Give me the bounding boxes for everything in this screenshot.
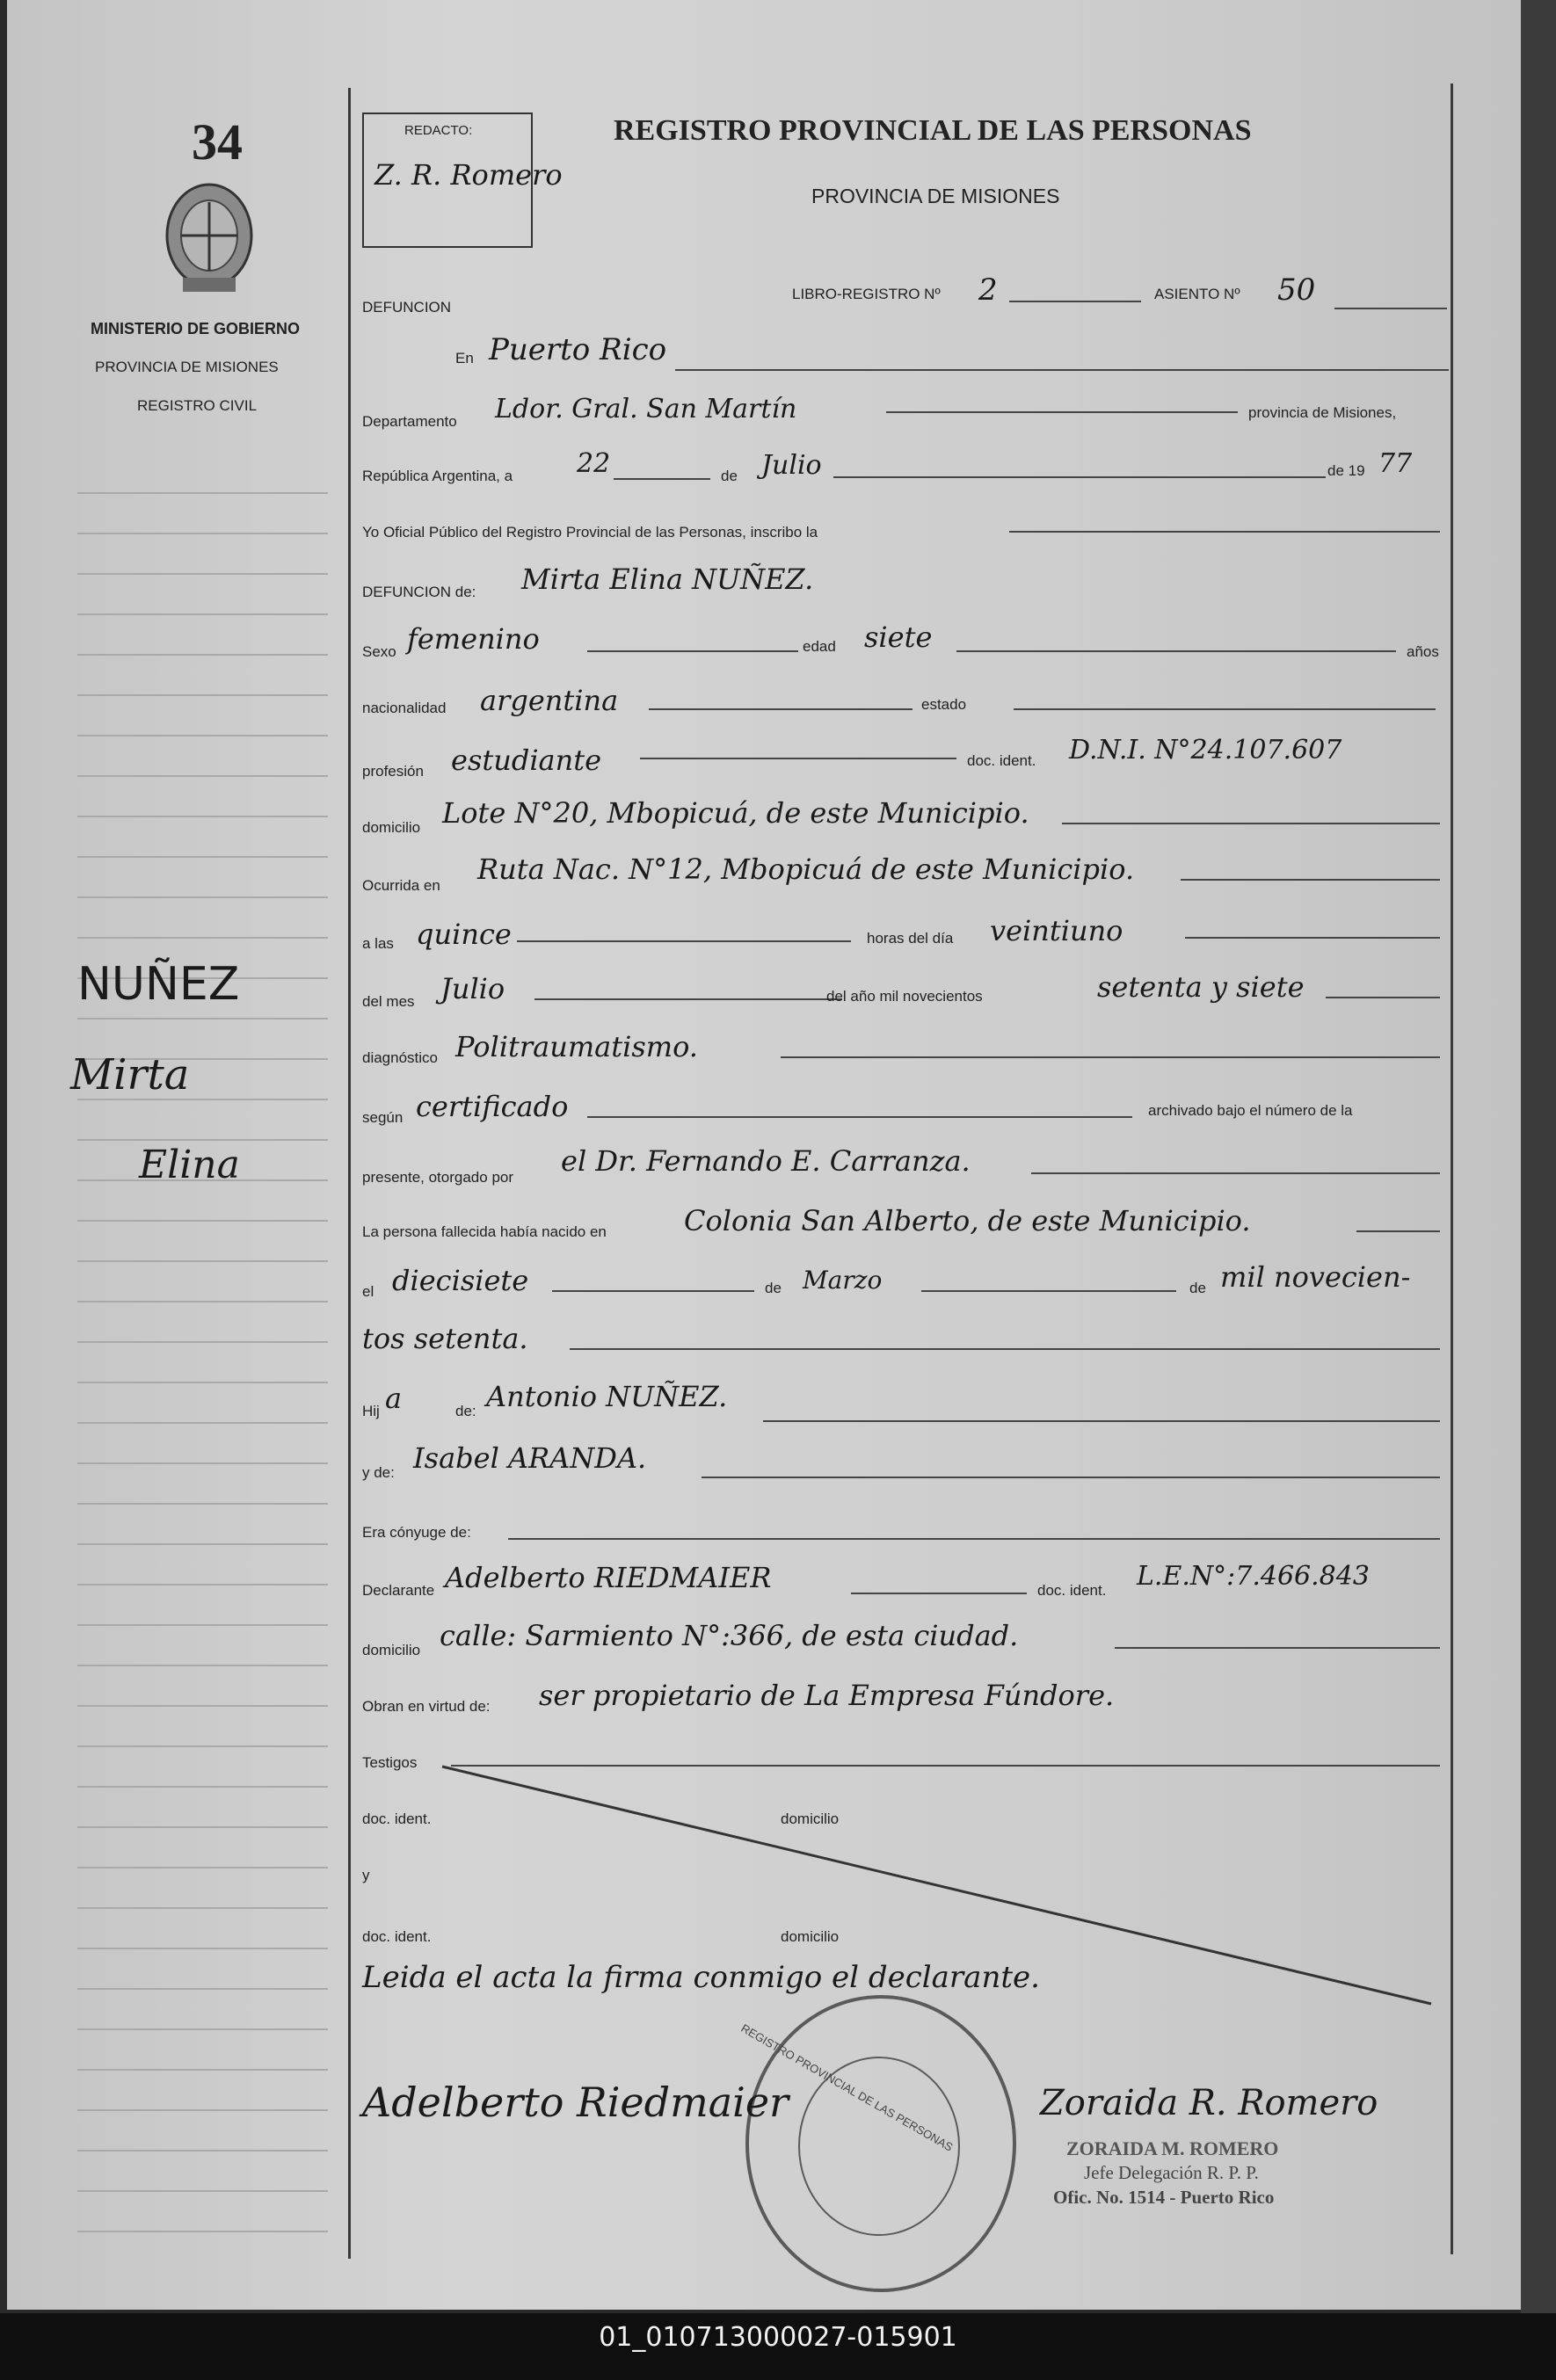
ledger-line (77, 775, 328, 777)
coat-of-arms-icon (156, 176, 262, 299)
ledger-line (77, 1422, 328, 1424)
fill-line (1356, 1230, 1440, 1232)
margin-name-second: Elina (139, 1143, 240, 1187)
fill-line (587, 1116, 1132, 1118)
y-label: y (362, 1867, 370, 1883)
fill-line (1014, 708, 1436, 710)
page-number: 34 (192, 113, 243, 171)
form-right-border (1451, 83, 1453, 2254)
doc2-value: L.E.N°:7.466.843 (1137, 1561, 1370, 1592)
marzo-value: Marzo (803, 1266, 883, 1295)
fill-line (921, 1290, 1176, 1292)
hij-value: a (385, 1382, 403, 1415)
sexo-label: Sexo (362, 643, 396, 660)
domicilio3-label: domicilio (781, 1810, 840, 1827)
ledger-line (77, 533, 328, 534)
fill-line (517, 940, 851, 942)
def-value: Mirta Elina NUÑEZ. (521, 562, 814, 596)
nac-value: argentina (480, 684, 619, 717)
fill-line (614, 478, 710, 480)
seal-text: REGISTRO PROVINCIAL DE LAS PERSONAS (738, 2021, 956, 2154)
ledger-line (77, 2028, 328, 2030)
document-page (7, 0, 1521, 2310)
ledger-line (77, 1301, 328, 1302)
en-value: Puerto Rico (489, 332, 667, 367)
fill-line (1062, 823, 1440, 824)
doc-label: doc. ident. (967, 752, 1036, 769)
province-label: PROVINCIA DE MISIONES (95, 359, 279, 375)
fill-line (587, 650, 798, 652)
fill-line (552, 1290, 754, 1292)
defuncion-label: DEFUNCION (362, 299, 452, 316)
ledger-line (77, 2150, 328, 2151)
fill-line (640, 758, 956, 759)
segun-value: certificado (416, 1090, 569, 1123)
registry-label: REGISTRO CIVIL (137, 397, 258, 414)
presente-value: el Dr. Fernando E. Carranza. (561, 1144, 971, 1178)
ledger-line (77, 856, 328, 858)
nac-label: nacionalidad (362, 700, 447, 716)
fill-line (508, 1538, 1440, 1540)
edad-value: siete (864, 620, 933, 654)
archivado-label: archivado bajo el número de la (1148, 1102, 1353, 1119)
asiento-value: 50 (1277, 272, 1316, 308)
cancelled-witness-line (438, 1749, 1440, 2013)
dom-value: Lote N°20, Mbopicuá, de este Municipio. (442, 796, 1029, 830)
ledger-line (77, 2109, 328, 2111)
dom2-value: calle: Sarmiento N°:366, de esta ciudad. (440, 1619, 1019, 1652)
fill-line (675, 369, 1449, 371)
horas-label: horas del día (867, 930, 954, 947)
ledger-line (77, 1018, 328, 1019)
presente-label: presente, otorgado por (362, 1169, 514, 1186)
ledger-line (77, 937, 328, 939)
conyuge-label: Era cónyuge de: (362, 1524, 471, 1541)
ledger-line (77, 1220, 328, 1222)
alas-label: a las (362, 935, 394, 952)
el-value: diecisiete (392, 1264, 529, 1297)
doc-value: D.N.I. N°24.107.607 (1069, 735, 1342, 766)
asiento-label: ASIENTO Nº (1154, 286, 1240, 302)
ledger-line (77, 2069, 328, 2071)
fill-line (702, 1477, 1440, 1478)
ministry-label: MINISTERIO DE GOBIERNO (91, 320, 301, 337)
ledger-line (77, 1382, 328, 1383)
anio-value: setenta y siete (1097, 970, 1305, 1004)
de3-label: de (1189, 1280, 1206, 1296)
fill-line (763, 1420, 1440, 1422)
book-spine (1521, 0, 1556, 2364)
prof-label: profesión (362, 763, 424, 780)
diag-value: Politraumatismo. (455, 1030, 698, 1063)
horas-value: veintiuno (990, 914, 1123, 947)
ledger-line (77, 735, 328, 736)
ledger-line (77, 613, 328, 615)
fill-line (534, 998, 842, 1000)
ledger-line (77, 1907, 328, 1909)
ledger-line (77, 1705, 328, 1707)
oficial-text: Yo Oficial Público del Registro Provincial de las Personas, inscribo la (362, 524, 818, 541)
def-label: DEFUNCION de: (362, 584, 476, 600)
ledger-line (77, 1462, 328, 1464)
ledger-line (77, 1260, 328, 1262)
mil-value: mil novecien- (1220, 1260, 1411, 1294)
ledger-line (77, 896, 328, 898)
el-label: el (362, 1283, 374, 1300)
year-label: de 19 (1327, 462, 1365, 479)
testigos-label: Testigos (362, 1754, 418, 1771)
ledger-line (77, 1543, 328, 1545)
ledger-line (77, 694, 328, 696)
official-stamp-name: ZORAIDA M. ROMERO (1066, 2137, 1279, 2159)
yde-label: y de: (362, 1464, 395, 1481)
fill-line (649, 708, 913, 710)
fill-line (1115, 1647, 1440, 1649)
ocurrida-label: Ocurrida en (362, 877, 440, 894)
margin-surname: NUÑEZ (77, 958, 240, 1011)
diag-label: diagnóstico (362, 1049, 439, 1066)
official-stamp-role: Jefe Delegación R. P. P. (1084, 2162, 1259, 2183)
ledger-line (77, 816, 328, 817)
fill-line (833, 476, 1326, 478)
estado-label: estado (921, 696, 967, 713)
segun-label: según (362, 1109, 404, 1126)
edad-label: edad (803, 638, 836, 655)
ledger-line (77, 1867, 328, 1868)
year-value: 77 (1378, 448, 1413, 479)
month-value: Julio (761, 450, 822, 481)
fill-line (781, 1056, 1440, 1058)
libro-value: 2 (978, 272, 998, 308)
ledger-line (77, 1139, 328, 1141)
domicilio4-label: domicilio (781, 1928, 840, 1945)
ledger-line (77, 1624, 328, 1626)
fill-line (570, 1348, 1440, 1350)
fill-line (1031, 1172, 1440, 1174)
fill-line (956, 650, 1396, 652)
de4-label: de: (455, 1403, 476, 1419)
margin-name-first: Mirta (70, 1050, 190, 1099)
redacto-signature: Z. R. Romero (374, 158, 563, 192)
hij-label: Hij (362, 1403, 380, 1419)
tos-value: tos setenta. (362, 1322, 528, 1355)
ledger-line (77, 1584, 328, 1585)
anio-label: del año mil novecientos (826, 988, 983, 1005)
mes-value: Julio (440, 972, 505, 1005)
nacido-value: Colonia San Alberto, de este Municipio. (684, 1204, 1251, 1237)
fill-line (1181, 879, 1440, 881)
ledger-line (77, 1665, 328, 1666)
depto-value: Ldor. Gral. San Martín (495, 394, 797, 424)
madre-value: Isabel ARANDA. (413, 1441, 647, 1475)
image-id-footer: 01_010713000027-015901 (0, 2313, 1556, 2380)
de2-label: de (765, 1280, 782, 1296)
de-label: de (721, 468, 738, 484)
decl-label: Declarante (362, 1582, 435, 1599)
anos-label: años (1407, 643, 1439, 660)
obran-value: ser propietario de La Empresa Fúndore. (539, 1679, 1115, 1712)
ledger-line (77, 2231, 328, 2232)
alas-value: quince (416, 918, 512, 951)
day-value: 22 (577, 448, 611, 479)
redacto-label: REDACTO: (404, 123, 473, 138)
doc2-label: doc. ident. (1037, 1582, 1107, 1599)
registry-subtitle: PROVINCIA DE MISIONES (811, 185, 1060, 207)
depto-label: Departamento (362, 413, 457, 430)
nacido-label: La persona fallecida había nacido en (362, 1223, 607, 1240)
ledger-line (77, 573, 328, 575)
doc3-label: doc. ident. (362, 1810, 432, 1827)
fill-line (886, 411, 1238, 413)
dom2-label: domicilio (362, 1642, 421, 1658)
ledger-line (77, 1786, 328, 1788)
fill-line (851, 1593, 1027, 1594)
form-left-border (348, 88, 351, 2259)
prof-value: estudiante (451, 744, 602, 777)
ledger-line (77, 1826, 328, 1828)
leida-value: Leida el acta la firma conmigo el declarante. (362, 1960, 1040, 1995)
fill-line (1009, 531, 1440, 533)
ledger-line (77, 492, 328, 494)
doc4-label: doc. ident. (362, 1928, 432, 1945)
registry-title: REGISTRO PROVINCIAL DE LAS PERSONAS (614, 114, 1252, 147)
sexo-value: femenino (407, 622, 540, 656)
ledger-line (77, 1503, 328, 1505)
official-stamp-office: Ofic. No. 1514 - Puerto Rico (1053, 2187, 1275, 2208)
ledger-line (77, 1341, 328, 1343)
prov-label: provincia de Misiones, (1248, 404, 1397, 421)
declarante-signature: Adelberto Riedmaier (362, 2079, 789, 2126)
rep-label: República Argentina, a (362, 468, 513, 484)
en-label: En (455, 350, 474, 366)
ocurrida-value: Ruta Nac. N°12, Mbopicuá de este Municipio. (477, 853, 1135, 886)
ledger-line (77, 2190, 328, 2192)
ledger-line (77, 654, 328, 656)
decl-value: Adelberto RIEDMAIER (445, 1561, 772, 1594)
padre-value: Antonio NUÑEZ. (486, 1380, 728, 1413)
ledger-line (77, 1745, 328, 1747)
libro-label: LIBRO-REGISTRO Nº (792, 286, 941, 302)
ledger-line (77, 1988, 328, 1990)
dom-label: domicilio (362, 819, 421, 836)
fill-line (1185, 937, 1440, 939)
ledger-line (77, 1948, 328, 1949)
oficial-signature: Zoraida R. Romero (1040, 2083, 1378, 2123)
fill-line (1326, 997, 1440, 998)
mes-label: del mes (362, 993, 415, 1010)
obran-label: Obran en virtud de: (362, 1698, 491, 1715)
